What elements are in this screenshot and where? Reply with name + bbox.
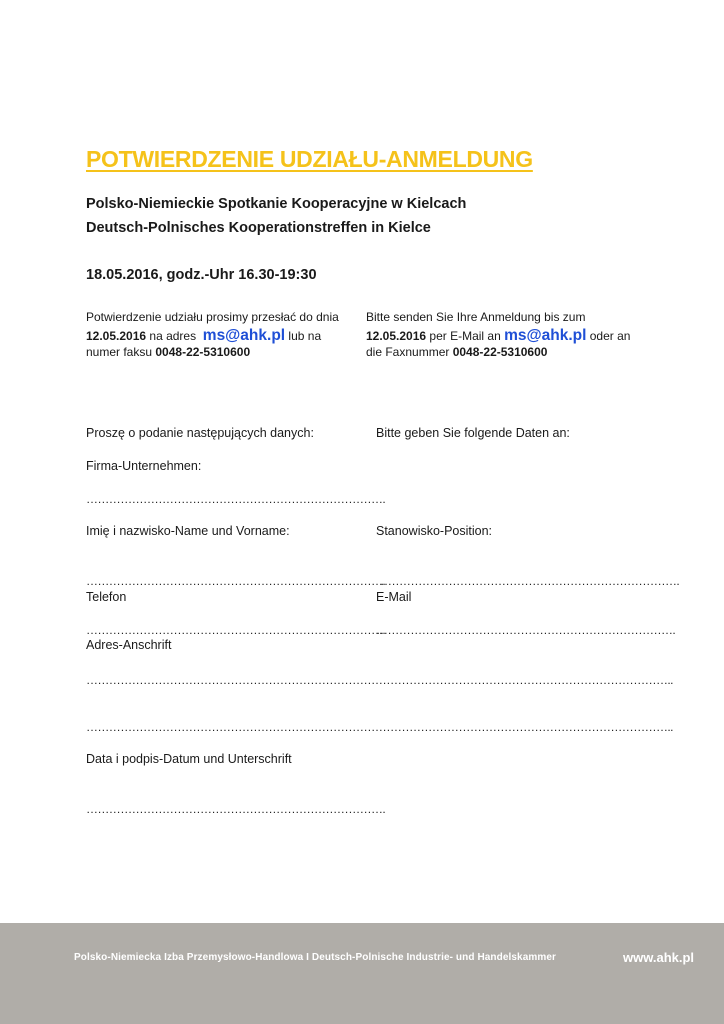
- deadline-pl: 12.05.2016: [86, 329, 147, 343]
- email-link-pl[interactable]: ms@ahk.pl: [202, 327, 286, 344]
- fax-number-de: 0048-22-5310600: [452, 345, 548, 359]
- position-label: Stanowisko-Position:: [376, 524, 493, 538]
- instructions-de: [366, 309, 630, 360]
- footer-organization: Polsko-Niemiecka Izba Przemysłowo-Handlowa I Deutsch-Polnische Industrie- und Handelskammer: [74, 952, 556, 963]
- document-title: POTWIERDZENIE UDZIAŁU-ANMELDUNG: [86, 146, 533, 172]
- to-address-text: na adres: [146, 329, 200, 343]
- signature-label: Data i podpis-Datum und Unterschrift: [86, 752, 292, 766]
- address-field-2[interactable]: ………………………………………………………………………………………………………………………………………..: [86, 720, 673, 734]
- event-date-time: 18.05.2016, godz.-Uhr 16.30-19:30: [86, 267, 317, 283]
- name-label: Imię i nazwisko-Name und Vorname:: [86, 524, 290, 538]
- deadline-de: 12.05.2016: [366, 329, 427, 343]
- email-label: E-Mail: [376, 590, 412, 604]
- fax-label-de: die Faxnummer: [366, 345, 453, 359]
- footer-website-link[interactable]: www.ahk.pl: [623, 950, 695, 965]
- or-text: oder an: [586, 329, 631, 343]
- phone-label: Telefon: [86, 590, 127, 604]
- form-intro-pl: Proszę o podanie następujących danych:: [86, 426, 314, 440]
- address-label: Adres-Anschrift: [86, 638, 172, 652]
- email-link-de[interactable]: ms@ahk.pl: [504, 327, 587, 344]
- instructions-de-line1: Bitte senden Sie Ihre Anmeldung bis zum: [366, 310, 586, 324]
- via-email-text: per E-Mail an: [426, 329, 505, 343]
- name-field[interactable]: …………………………………………………………………….: [86, 574, 386, 588]
- address-field-1[interactable]: ………………………………………………………………………………………………………………………………………..: [86, 673, 673, 687]
- or-fax-text: lub na: [285, 329, 322, 343]
- form-intro-de: Bitte geben Sie folgende Daten an:: [376, 426, 570, 440]
- phone-field[interactable]: …………………………………………………………………….: [86, 623, 386, 637]
- event-title-pl: Polsko-Niemieckie Spotkanie Kooperacyjne w Kielcach: [86, 196, 467, 212]
- instructions-pl-line1: Potwierdzenie udziału prosimy przesłać do dnia: [86, 310, 339, 324]
- company-field[interactable]: …………………………………………………………………….: [86, 492, 386, 506]
- fax-label-pl: numer faksu: [86, 345, 156, 359]
- position-field[interactable]: …………………………………………………………………….: [380, 574, 680, 588]
- signature-field[interactable]: …………………………………………………………………….: [86, 802, 386, 816]
- event-title-de: Deutsch-Polnisches Kooperationstreffen in Kielce: [86, 220, 431, 236]
- company-label: Firma-Unternehmen:: [86, 459, 202, 473]
- footer-bar: [0, 923, 724, 1024]
- instructions-pl: [86, 309, 339, 360]
- fax-number-pl: 0048-22-5310600: [155, 345, 251, 359]
- email-field[interactable]: …………………………………………………………………….: [376, 623, 676, 637]
